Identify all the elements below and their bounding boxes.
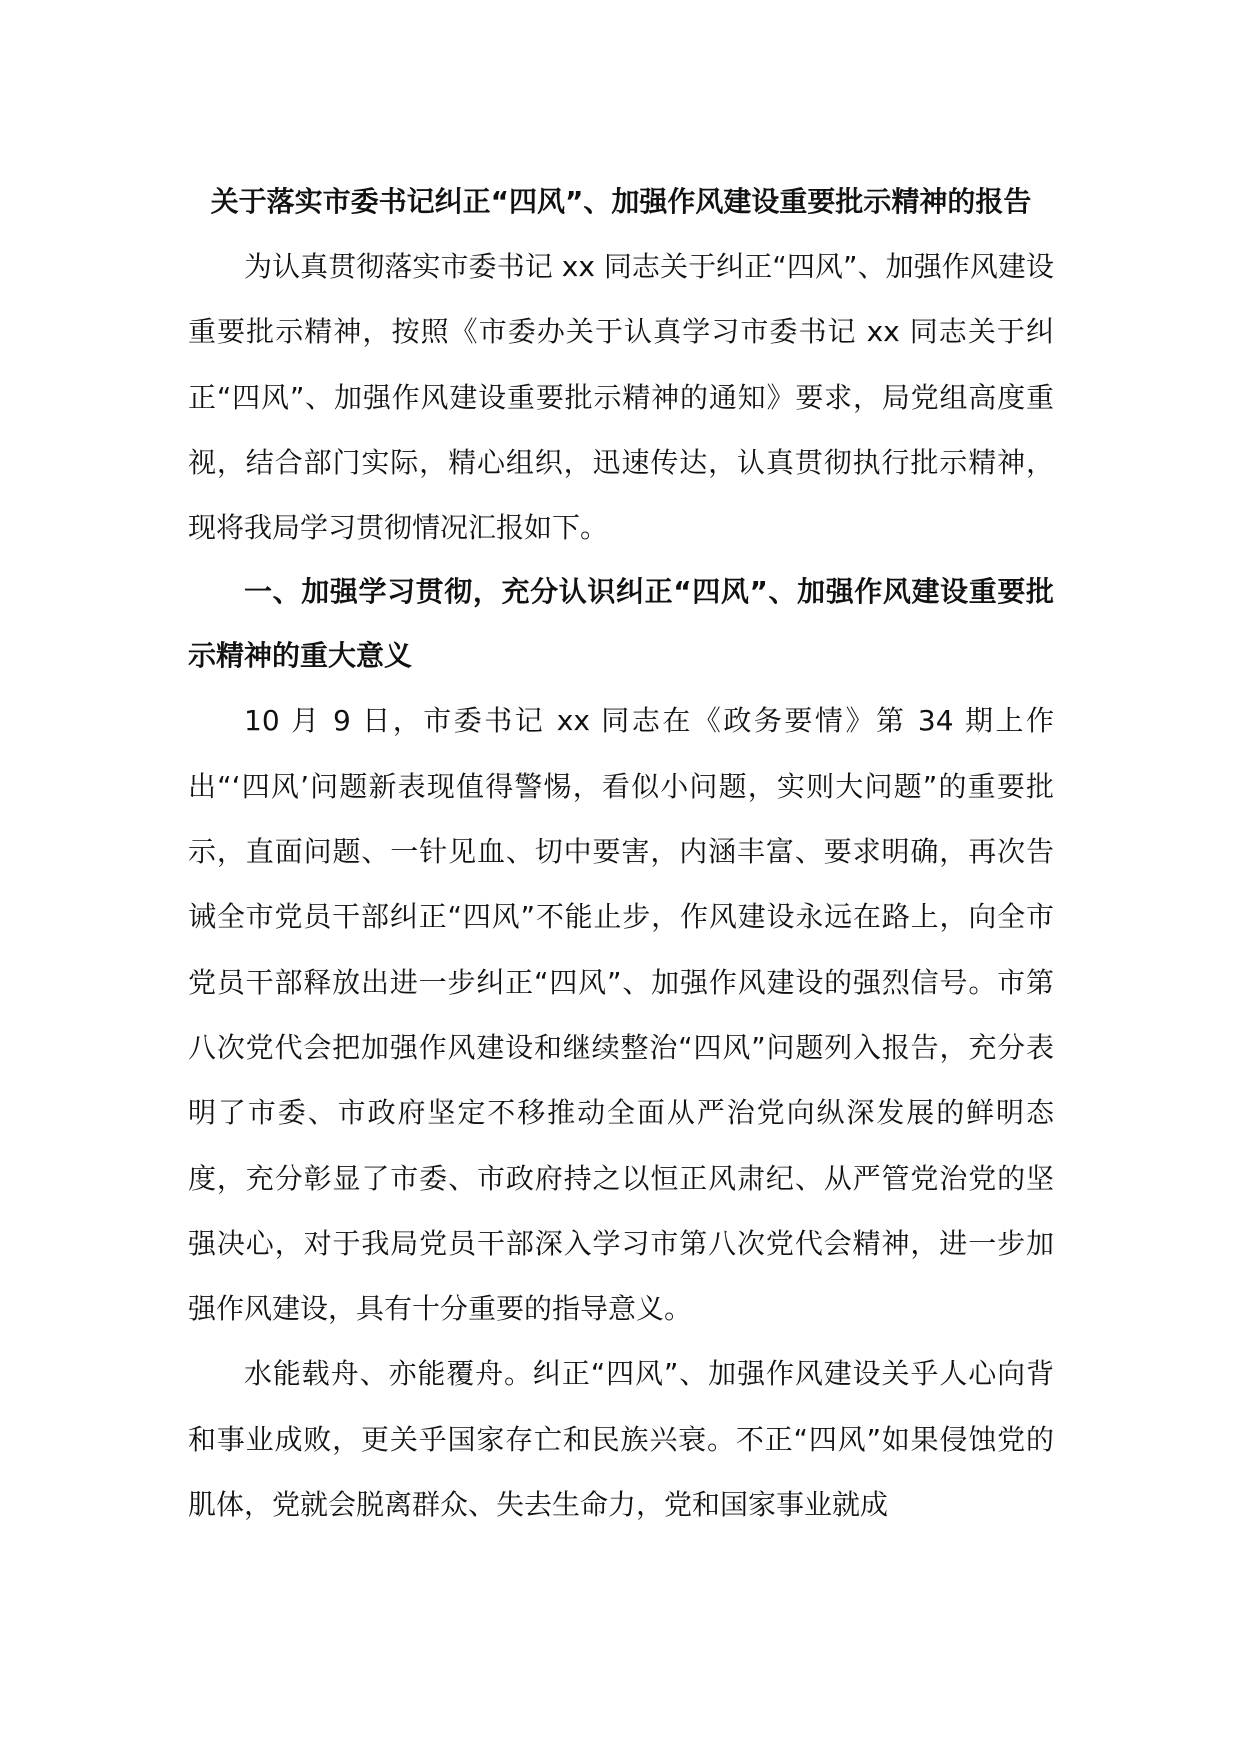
document-body (188, 170, 1054, 1537)
body-paragraph-1: 10 月 9 日，市委书记 xx 同志在《政务要情》第 34 期上作出“‘四风’问题新表现值得警惕，看似小问题，实则大问题”的重要批示，直面问题、一针见血、切中要害，内涵丰富、要求明确，再次告诫全市党员干部纠正“四风”不能止步，作风建设永远在路上，向全市党员干部释放出进一步纠正“四风”、加强作风建设的强烈信号。市第八次党代会把加强作风建设和继续整治“四风”问题列入报告，充分表明了市委、市政府坚定不移推动全面从严治党向纵深发展的鲜明态度，充分彰显了市委、市政府持之以恒正风肃纪、从严管党治党的坚强决心，对于我局党员干部深入学习市第八次党代会精神，进一步加强作风建设，具有十分重要的指导意义。 (188, 704, 1054, 1326)
intro-paragraph: 为认真贯彻落实市委书记 xx 同志关于纠正“四风”、加强作风建设重要批示精神，按照《市委办关于认真学习市委书记 xx 同志关于纠正“四风”、加强作风建设重要批示精神的通知》要求，局党组高度重视，结合部门实际，精心组织，迅速传达，认真贯彻执行批示精神，现将我局学习贯彻情况汇报如下。 (188, 250, 1054, 545)
document-title: 关于落实市委书记纠正“四风”、加强作风建设重要批示精神的报告 (210, 185, 1032, 218)
body-paragraph-2: 水能载舟、亦能覆舟。纠正“四风”、加强作风建设关乎人心向背和事业成败，更关乎国家存亡和民族兴衰。不正“四风”如果侵蚀党的肌体，党就会脱离群众、失去生命力，党和国家事业就成 (188, 1357, 1054, 1522)
section-heading-1: 一、加强学习贯彻，充分认识纠正“四风”、加强作风建设重要批示精神的重大意义 (188, 575, 1054, 673)
